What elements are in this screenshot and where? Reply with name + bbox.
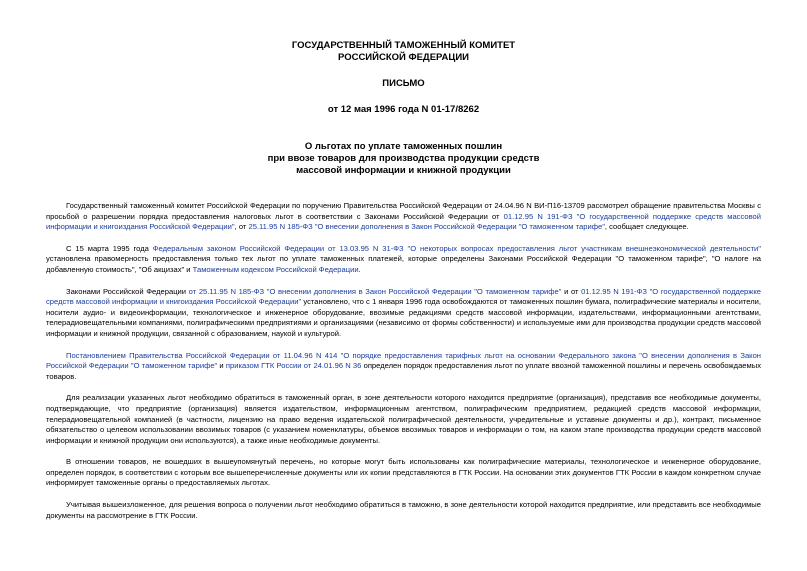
subject-line2: при ввозе товаров для производства продукции средств	[267, 153, 540, 164]
document-body	[46, 201, 761, 521]
document-header	[46, 40, 761, 177]
paragraph-text: .	[358, 264, 361, 274]
paragraph	[46, 500, 761, 521]
paragraph-text: и от	[561, 286, 582, 296]
paragraph-text: , сообщает следующее.	[604, 222, 689, 232]
document-type: ПИСЬМО	[382, 78, 425, 89]
document-link[interactable]: от 25.11.95 N 185-ФЗ "О внесении дополнения в Закон Российской Федерации "О таможенном тарифе"	[188, 286, 562, 296]
paragraph-text: и	[217, 361, 226, 371]
org-name-line2: РОССИЙСКОЙ ФЕДЕРАЦИИ	[337, 52, 469, 63]
paragraph	[46, 457, 761, 489]
paragraph-text: , от	[234, 222, 249, 232]
paragraph-text: С 15 марта 1995 года	[66, 243, 153, 253]
paragraph-text: установлена правомерность предоставления только тех льгот по уплате таможенных платежей, которые определены Законами Российской Федерации "О таможенном тарифе", "О налоге на добавленную стоимость", "Об акцизах" и	[46, 254, 761, 274]
document-link[interactable]: Постановлением Правительства Российской Федерации от 11.04.96 N 414 "О порядке предоставления тарифных льгот на основании Федерального закона "О внесении дополнения в Закон Российской Федерации "О таможенном тарифе"	[46, 350, 761, 371]
org-name-line1: ГОСУДАРСТВЕННЫЙ ТАМОЖЕННЫЙ КОМИТЕТ	[291, 40, 516, 51]
document-link[interactable]: Федеральным законом Российской Федерации от 13.03.95 N 31-ФЗ "О некоторых вопросах предоставления льгот участникам внешнеэкономической деятельности"	[152, 243, 761, 253]
subject-line1: О льготах по уплате таможенных пошлин	[304, 141, 503, 152]
paragraph-text: Учитывая вышеизложенное, для решения вопроса о получении льгот необходимо обратиться в таможню, в зоне деятельности которой находится предприятие, или представить все необходимые документы на рассмотрение в ГТК России.	[46, 500, 761, 520]
document-link[interactable]: приказом ГТК России от 24.01.96 N 36	[225, 361, 362, 371]
paragraph	[46, 201, 761, 233]
document-link[interactable]: Таможенным кодексом Российской Федерации	[192, 264, 359, 274]
document-link[interactable]: 01.12.95 N 191-ФЗ "О государственной поддержке средств массовой информации и книгоиздания Российской Федерации"	[46, 211, 761, 232]
paragraph-text: определен порядок предоставления льгот по уплате ввозной таможенной пошлины и перечень освобождаемых товаров.	[46, 361, 761, 381]
paragraph-text: Для реализации указанных льгот необходимо обратиться в таможенный орган, в зоне деятельности которого находится предприятие (организация), представив все необходимые документы, подтверждающие, что предприятие (организация) является издательством, информационным агентством, полиграфическим предприятием, редакцией средств массовой информации, телерадиовещательной компанией (в частности, лицензию на право ведения издательской полиграфической деятельности, учредительные и уставные документы и др.), контракт, письменное обязательство о целевом использовании ввозимых товаров (с указанием номенклатуры, объемов ввозимых товаров и информации о том, на каком этапе производства продукции средств массовой информации и книжной продукции они используются), а также иные необходимые документы.	[46, 393, 761, 445]
paragraph	[46, 393, 761, 446]
subject-line3: массовой информации и книжной продукции	[296, 165, 511, 176]
document-link[interactable]: 01.12.95 N 191-ФЗ "О государственной поддержке средств массовой информации и книгоиздания Российской Федерации"	[46, 286, 761, 307]
paragraph	[46, 287, 761, 340]
document-date-number: от 12 мая 1996 года N 01-17/8262	[327, 104, 480, 115]
paragraph-text: установлено, что с 1 января 1996 года освобождаются от таможенных пошлин бумага, полиграфические материалы и носители, носители аудио- и видеоинформации, технологическое и инженерное оборудование, ввозимые редакциями средств массовой информации, издательствами, информационными агентствами, телерадиовещательными компаниями, полиграфическими предприятиями и организациями (независимо от формы собственности) и используемые ими для производства продукции средств массовой информации и книжной продукции, связанной с образованием, наукой и культурой.	[46, 297, 761, 338]
document-link[interactable]: 25.11.95 N 185-ФЗ "О внесении дополнения в Закон Российской Федерации "О таможенном тарифе"	[248, 222, 605, 232]
paragraph-text: Государственный таможенный комитет Российской Федерации по поручению Правительства Российской Федерации от 24.04.96 N ВИ-П16-13709 рассмотрел обращение правительства Москвы с просьбой о разрешении порядка предоставления налоговых льгот в соответствии с Законами Российской Федерации от	[46, 201, 761, 221]
paragraph	[46, 351, 761, 383]
paragraph	[46, 244, 761, 276]
paragraph-text: В отношении товаров, не вошедших в вышеупомянутый перечень, но которые могут быть использованы как полиграфические материалы, технологическое и инженерное оборудование, определен порядок, в соответствии с которым все вышеперечисленные документы или их копии представляются в ГТК России. На основании этих документов ГТК России в каждом конкретном случае информирует таможенные органы о предоставляемых льготах.	[46, 457, 761, 488]
paragraph-text: Законами Российской Федерации	[66, 286, 189, 296]
